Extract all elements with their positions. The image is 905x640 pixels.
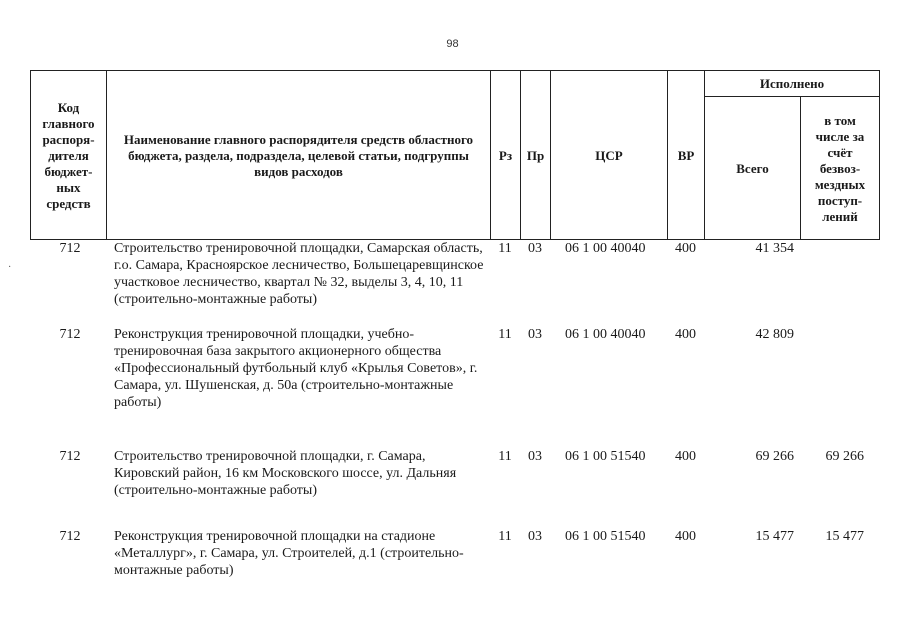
row-3-csr: 06 1 00 51540 (565, 449, 646, 464)
row-3-rz: 11 (498, 449, 512, 464)
row-2-csr: 06 1 00 40040 (565, 327, 646, 342)
header-executed: Исполнено (704, 70, 880, 96)
row-3-total: 69 266 (755, 449, 794, 464)
header-rz: Рз (490, 70, 520, 240)
row-4-pr: 03 (528, 529, 542, 544)
row-3-code: 712 (59, 449, 81, 464)
row-4-name: Реконструкция тренировочной площадки на стадионе «Металлург», г. Самара, ул. Строителей, д.1 (строительно-монтажные работы) (114, 529, 464, 578)
header-gratuitous: в том числе за счёт безвоз-мездных поступ-лений (800, 96, 880, 240)
row-1-total: 41 354 (755, 241, 794, 256)
row-1-name: Строительство тренировочной площадки, Самарская область, г.о. Самара, Красноярское лесничество, Большецаревщинское участковое лесничество, квартал № 32, выделы 3, 4, 10, 11 (строительно-монтажные работы) (114, 241, 484, 307)
row-1-rz: 11 (498, 241, 512, 256)
scan-speck: · (8, 262, 12, 273)
row-2-code: 712 (59, 327, 81, 342)
row-4-vr: 400 (675, 529, 696, 544)
row-4-csr: 06 1 00 51540 (565, 529, 646, 544)
row-2-vr: 400 (675, 327, 696, 342)
header-vr: ВР (667, 70, 704, 240)
row-2-total: 42 809 (755, 327, 794, 342)
row-4-gratuitous: 15 477 (825, 529, 864, 544)
header-total: Всего (704, 96, 800, 240)
row-3-vr: 400 (675, 449, 696, 464)
row-2-pr: 03 (528, 327, 542, 342)
row-3-pr: 03 (528, 449, 542, 464)
row-3-name: Строительство тренировочной площадки, г. Самара, Кировский район, 16 км Московского шоссе, ул. Дальняя (строительно-монтажные работы) (114, 449, 457, 498)
row-2-name: Реконструкция тренировочной площадки, учебно-тренировочная база закрытого акционерного общества «Профессиональный футбольный клуб «Крылья Советов», г. Самара, ул. Шушенская, д. 50а (строительно-монтажные работы) (114, 327, 478, 410)
header-csr: ЦСР (550, 70, 667, 240)
header-code: Код главного распоря-дителя бюджет-ных средств (30, 70, 106, 240)
row-4-total: 15 477 (755, 529, 794, 544)
page-number: 98 (446, 38, 459, 50)
row-4-rz: 11 (498, 529, 512, 544)
header-pr: Пр (520, 70, 550, 240)
row-1-pr: 03 (528, 241, 542, 256)
row-1-code: 712 (59, 241, 81, 256)
header-name: Наименование главного распорядителя средств областного бюджета, раздела, подраздела, целевой статьи, подгруппы видов расходов (106, 70, 490, 240)
row-3-gratuitous: 69 266 (825, 449, 864, 464)
row-1-csr: 06 1 00 40040 (565, 241, 646, 256)
row-4-code: 712 (59, 529, 81, 544)
row-1-vr: 400 (675, 241, 696, 256)
row-2-rz: 11 (498, 327, 512, 342)
